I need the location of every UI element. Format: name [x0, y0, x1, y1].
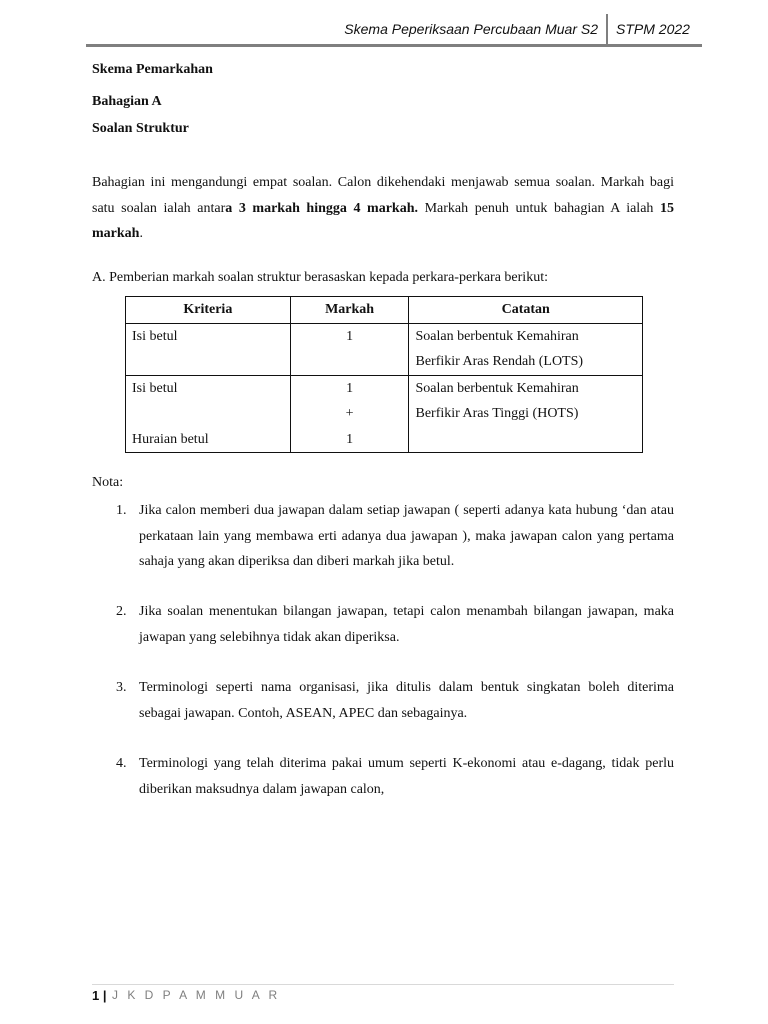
table-header-catatan: Catatan	[409, 297, 643, 324]
table-cell-markah	[290, 323, 409, 375]
cell-text: Berfikir Aras Rendah (LOTS)	[415, 354, 584, 369]
list-item-number: 1.	[116, 503, 127, 518]
table-cell-kriteria	[126, 375, 291, 453]
list-item-number: 3.	[116, 680, 127, 695]
cell-text: 1	[346, 431, 354, 447]
table-cell-catatan	[409, 323, 643, 375]
intro-text-2: Markah penuh untuk bahagian A ialah	[418, 200, 660, 216]
cell-text: Berfikir Aras Tinggi (HOTS)	[415, 406, 579, 421]
header-exam-title: Skema Peperiksaan Percubaan Muar S2	[344, 21, 598, 37]
section-heading: Bahagian A	[92, 94, 162, 109]
list-item	[92, 751, 674, 802]
point-a-text: A. Pemberian markah soalan struktur berasaskan kepada perkara-perkara berikut:	[92, 270, 548, 285]
cell-text: Isi betul	[132, 328, 178, 344]
table-cell-kriteria	[126, 323, 291, 375]
list-item-number: 2.	[116, 604, 127, 619]
marking-criteria-table	[125, 296, 643, 453]
header-exam-year: STPM 2022	[616, 21, 690, 37]
intro-text-1: Bahagian ini mengandungi empat soalan. Calon dikehendaki menjawab semua soalan. Markah bagi satu soalan ialah antar	[92, 175, 674, 216]
table-cell-catatan	[409, 375, 643, 453]
table-header-markah: Markah	[290, 297, 409, 324]
cell-text: 1	[346, 328, 354, 344]
header-separator	[606, 14, 608, 44]
list-item	[92, 675, 674, 726]
footer-organization: J K D P A M M U A R	[112, 988, 281, 1002]
list-item-text: Terminologi yang telah diterima pakai umum seperti K-ekonomi atau e-dagang, tidak perlu diberikan maksudnya dalam jawapan calon,	[139, 756, 674, 797]
nota-list	[92, 498, 674, 802]
list-item-text: Terminologi seperti nama organisasi, jika ditulis dalam bentuk singkatan boleh diterima sebagai jawapan. Contoh, ASEAN, APEC dan sebagainya.	[139, 680, 674, 721]
intro-paragraph	[92, 170, 674, 247]
list-item	[92, 599, 674, 650]
cell-text: Huraian betul	[132, 431, 209, 447]
cell-text: +	[345, 406, 354, 421]
nota-label: Nota:	[92, 475, 124, 490]
table-row	[126, 323, 643, 375]
table-row	[126, 375, 643, 453]
table-header-kriteria: Kriteria	[126, 297, 291, 324]
table-header-row	[126, 297, 643, 324]
cell-text: Isi betul	[132, 380, 178, 396]
cell-text: 1	[346, 380, 354, 396]
intro-bold-2: 15 markah	[92, 200, 674, 241]
table-cell-markah	[290, 375, 409, 453]
cell-spacer	[132, 401, 284, 427]
page-header	[86, 14, 702, 47]
document-title: Skema Pemarkahan	[92, 62, 213, 77]
cell-text: Soalan berbentuk Kemahiran	[415, 380, 579, 396]
list-item-text: Jika soalan menentukan bilangan jawapan, tetapi calon menambah bilangan jawapan, maka jawapan yang selebihnya tidak akan diperiksa.	[139, 604, 674, 645]
page-footer	[92, 984, 674, 1005]
list-item-number: 4.	[116, 756, 127, 771]
intro-text-end: .	[139, 226, 143, 241]
intro-bold-1: a 3 markah hingga 4 markah.	[225, 200, 418, 216]
subsection-heading: Soalan Struktur	[92, 121, 189, 136]
footer-page-number: 1 |	[92, 988, 107, 1003]
list-item	[92, 498, 674, 574]
list-item-text: Jika calon memberi dua jawapan dalam setiap jawapan ( seperti adanya kata hubung ‘dan atau perkataan lain yang membawa erti adanya dua jawapan ), maka jawapan calon yang pertama sahaja yang akan diperiksa dan diberi markah jika betul.	[139, 503, 674, 569]
cell-text: Soalan berbentuk Kemahiran	[415, 328, 579, 344]
